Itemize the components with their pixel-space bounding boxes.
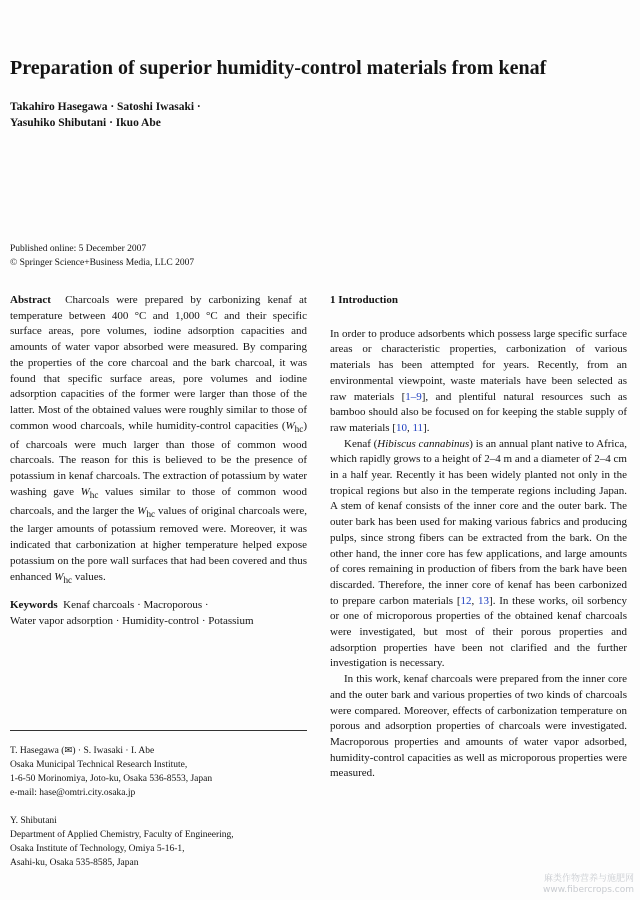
keywords-line-1: Kenaf charcoals · Macroporous · [63,599,209,612]
whc-subscript: hc [89,489,99,500]
affiliation-1-institute: Osaka Municipal Technical Research Institute, [10,760,188,770]
keywords-label: Keywords [10,599,58,612]
citation-link[interactable]: 1–9 [405,390,422,403]
published-online: Published online: 5 December 2007 [10,244,147,254]
intro-paragraph-1 [330,327,627,437]
intro-p1-text-end: ]. [423,421,430,434]
abstract-text-1: Charcoals were prepared by carbonizing kenaf at temperature between 400 °C and 1,000 °C and their specific surface areas, pore volumes, iodine adsorption capacities and amounts of water vapor absorbed were measured. By comparing the properties of the core charcoal and the bark charcoal, it was found that specific surface areas, pore volumes and iodine adsorption capacities of the former were larger than those of the latter. Most of the obtained values were roughly similar to those of common wood charcoals, while humidity-control capacities ( [10,294,307,432]
whc-symbol: W [285,419,295,432]
authors-line-2: Yasuhiko Shibutani · Ikuo Abe [10,117,161,129]
affiliation-2-address: Asahi-ku, Osaka 535-8585, Japan [10,858,139,868]
citation-separator: , [406,421,413,434]
watermark-text-cn: 麻类作物营养与施肥网 [543,874,634,884]
abstract-text-4: values of original charcoals were, the larger amounts of potassium removed were. Moreover, it was indicated that carbonization at higher temperature helped expose potassium on the pore wall surfaces that had been covered and thus enhanced [10,504,307,583]
footnote-divider [10,730,307,731]
site-watermark [543,874,634,896]
keywords [10,598,307,629]
affiliation-1 [10,744,307,800]
right-column [330,293,627,782]
affiliation-2 [10,814,307,870]
author-list [10,99,201,131]
authors-line-1: Takahiro Hasegawa · Satoshi Iwasaki · [10,101,201,113]
abstract-text-3: values similar to those of common wood charcoals, and the larger the [10,485,307,517]
affiliation-2-author: Y. Shibutani [10,816,57,826]
abstract [10,293,307,588]
abstract-label: Abstract [10,294,51,306]
citation-separator: , [471,594,479,607]
copyright-notice: © Springer Science+Business Media, LLC 2007 [10,258,195,268]
intro-p1-text-a: In order to produce adsorbents which possess large specific surface areas or characteristic properties, carbonization of various materials has been attempted for years. Recently, from an environmental viewpoint, waste materials have been selected as raw materials [ [330,327,627,403]
intro-p2-text-c: ]. In these works, oil sorbency or one of microporous properties of the obtained kenaf charcoals were investigated, but most of their porous properties and adsorption properties have been not clarified and the further investigation is necessary. [330,594,628,670]
affiliation-1-authors: T. Hasegawa (✉) · S. Iwasaki · I. Abe [10,746,155,756]
intro-p2-text-a: Kenaf ( [344,437,378,450]
whc-subscript: hc [294,423,304,434]
abstract-text-2: ) of charcoals were much larger than those of common wood charcoals. The reason for this is believed to be the presence of potassium in kenaf charcoals. The extraction of potassium by water washing gave [10,419,307,498]
whc-symbol: W [80,485,90,498]
intro-p2-text-b: ) is an annual plant native to Africa, which rapidly grows to a height of 2–4 m and a diameter of 2–4 cm in a half year. Recently it has been widely planted not only in the tropical regions but also in the temperate regions including Japan. A stem of kenaf consists of the inner core and the outer bark. The outer bark has been used for making various fabrics and producing pulps, since strong fibers can be extracted from the bark. On the other hand, the inner core has few applications, and large amounts of cores remaining in production of fibers from the bark have been discarded. Therefore, the inner core of kenaf has been carbonized to prepare carbon materials [ [330,437,627,607]
whc-subscript: hc [63,574,73,585]
whc-symbol: W [137,504,147,517]
citation-link[interactable]: 11 [412,421,424,434]
intro-p1-text-b: ], and plentiful natural resources such as bamboo should also be focused on for keeping the stable supply of raw materials [ [330,390,627,434]
intro-paragraph-3: In this work, kenaf charcoals were prepared from the inner core and the outer bark and various properties of two kinds of charcoals were compared. Moreover, effects of carbonization temperature on porous and adsorption properties of charcoals were investigated. Macroporous properties and amounts of water vapor adsorbed, humidity-control capacities as well as microporous properties were measured. [330,673,627,780]
intro-paragraph-2 [330,437,627,673]
left-column [10,293,307,630]
citation-link[interactable]: 12 [460,594,472,607]
publication-info [10,242,194,270]
affiliation-2-institute: Osaka Institute of Technology, Omiya 5-16-1, [10,844,185,854]
species-name: Hibiscus cannabinus [377,437,470,450]
section-heading-introduction: 1 Introduction [330,294,398,306]
whc-symbol: W [54,570,64,583]
abstract-text-5: values. [72,570,106,583]
citation-link[interactable]: 10 [395,421,407,434]
paper-title: Preparation of superior humidity-control materials from kenaf [10,57,547,79]
whc-subscript: hc [146,508,156,519]
affiliation-1-email: e-mail: hase@omtri.city.osaka.jp [10,788,136,798]
affiliation-2-department: Department of Applied Chemistry, Faculty of Engineering, [10,830,234,840]
keywords-line-2: Water vapor adsorption · Humidity-control · Potassium [10,615,254,628]
watermark-url: www.fibercrops.com [543,885,634,895]
affiliation-1-address: 1-6-50 Morinomiya, Joto-ku, Osaka 536-8553, Japan [10,774,213,784]
citation-link[interactable]: 13 [478,594,490,607]
